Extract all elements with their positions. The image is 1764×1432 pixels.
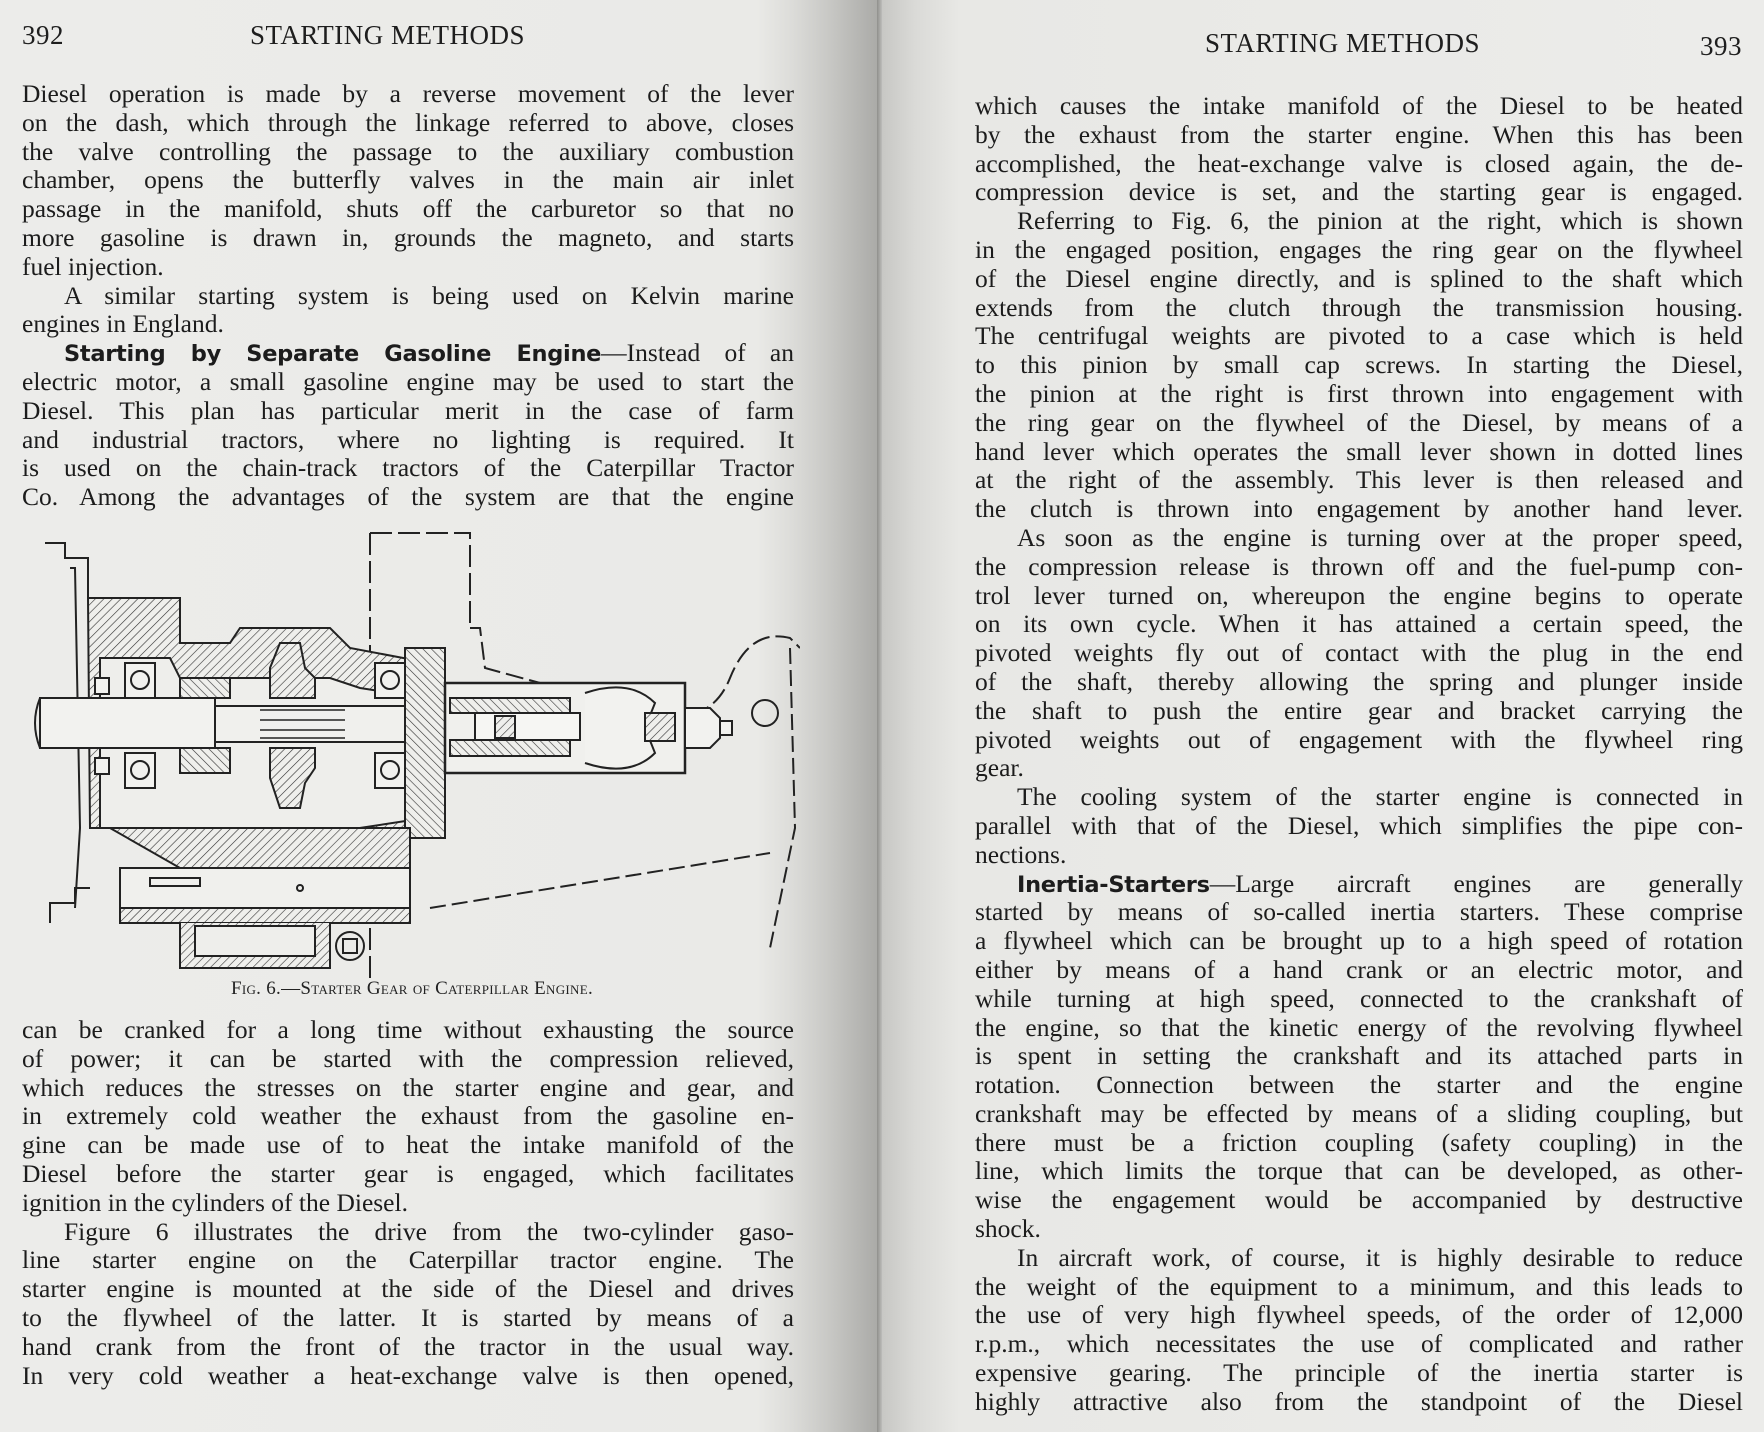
- text-line: in the engaged position, engages the ring gear on the flywheel: [975, 234, 1743, 264]
- text-line: passage in the manifold, shuts off the carburetor so that no: [22, 194, 794, 224]
- left-body-bottom: [22, 1016, 794, 1390]
- text-line: highly attractive also from the standpoint of the Diesel: [975, 1386, 1743, 1416]
- text-line: fuel injection.: [22, 251, 164, 281]
- text-line: either by means of a hand crank or an electric motor, and: [975, 954, 1743, 984]
- left-body-top: [22, 80, 794, 512]
- text-line: starter engine is mounted at the side of the Diesel and drives: [22, 1274, 794, 1304]
- text-line: there must be a friction coupling (safety coupling) in the: [975, 1127, 1743, 1157]
- text-line: the valve controlling the passage to the auxiliary combustion: [22, 136, 794, 166]
- text-line: Diesel operation is made by a reverse movement of the lever: [22, 79, 794, 108]
- text-line: hand lever which operates the small lever shown in dotted lines: [975, 436, 1743, 466]
- text-line: while turning at high speed, connected to the crankshaft of: [975, 983, 1743, 1013]
- text-line: r.p.m., which necessitates the use of complicated and rather: [975, 1329, 1743, 1359]
- text-line: the use of very high flywheel speeds, of the order of 12,000: [975, 1300, 1743, 1330]
- text-line: engines in England.: [22, 309, 224, 339]
- text-line: pivoted weights fly out of contact with the plug in the end: [975, 638, 1743, 668]
- text-line: The centrifugal weights are pivoted to a case which is held: [975, 321, 1743, 351]
- right-running-head: STARTING METHODS: [1205, 28, 1480, 58]
- text-line: at the right of the assembly. This lever is then released and: [975, 465, 1743, 495]
- text-line: electric motor, a small gasoline engine may be used to start the: [22, 366, 794, 396]
- text-line: the shaft to push the entire gear and bracket carrying the: [975, 695, 1743, 725]
- text-line: expensive gearing. The principle of the inertia starter is: [975, 1358, 1743, 1388]
- text-line: Figure 6 illustrates the drive from the two-cylinder gaso-: [64, 1216, 794, 1246]
- figure-caption-text: Fig. 6.—Starter Gear of Caterpillar Engine.: [230, 978, 594, 999]
- right-body: [975, 92, 1743, 1417]
- text-line: more gasoline is drawn in, grounds the magneto, and starts: [22, 222, 794, 252]
- book-spine: [877, 0, 882, 1432]
- text-line: crankshaft may be effected by means of a sliding coupling, but: [975, 1098, 1743, 1128]
- text-line: started by means of so-called inertia starters. These comprise: [975, 897, 1743, 927]
- left-running-head: STARTING METHODS: [250, 20, 525, 50]
- text-run: —Large aircraft engines are generally: [1209, 868, 1743, 898]
- text-line: In very cold weather a heat-exchange valve is then opened,: [22, 1360, 794, 1390]
- text-line: chamber, opens the butterfly valves in the main air inlet: [22, 165, 794, 195]
- text-line: a flywheel which can be brought up to a high speed of rotation: [975, 926, 1743, 956]
- text-line: Co. Among the advantages of the system are that the engine: [22, 482, 794, 512]
- text-line: the ring gear on the flywheel of the Diesel, by means of a: [975, 407, 1743, 437]
- text-line: extends from the clutch through the transmission housing.: [975, 292, 1743, 322]
- text-line: in extremely cold weather the exhaust from the gasoline en-: [22, 1101, 794, 1131]
- text-line: the compression release is thrown off and the fuel-pump con-: [975, 551, 1743, 581]
- text-line: A similar starting system is being used on Kelvin marine: [64, 280, 794, 310]
- text-line: ignition in the cylinders of the Diesel.: [22, 1187, 408, 1217]
- section-line: [975, 870, 1743, 899]
- text-line: by the exhaust from the starter engine. When this has been: [975, 119, 1743, 149]
- text-line: Diesel before the starter gear is engaged, which facilitates: [22, 1158, 794, 1188]
- text-line: parallel with that of the Diesel, which simplifies the pipe con-: [975, 810, 1743, 840]
- text-line: to this pinion by small cap screws. In starting the Diesel,: [975, 350, 1743, 380]
- text-line: trol lever turned on, whereupon the engine begins to operate: [975, 580, 1743, 610]
- text-line: hand crank from the front of the tractor in the usual way.: [22, 1331, 794, 1361]
- text-line: line starter engine on the Caterpillar tractor engine. The: [22, 1245, 794, 1275]
- text-line: line, which limits the torque that can be developed, as other-: [975, 1156, 1743, 1186]
- text-line: the clutch is thrown into engagement by another hand lever.: [975, 494, 1743, 524]
- text-line: Referring to Fig. 6, the pinion at the right, which is shown: [1017, 206, 1743, 236]
- text-line: the weight of the equipment to a minimum, and this leads to: [975, 1271, 1743, 1301]
- text-line: of the Diesel engine directly, and is splined to the shaft which: [975, 263, 1743, 293]
- text-line: shock.: [975, 1214, 1041, 1244]
- text-line: to the flywheel of the latter. It is started by means of a: [22, 1302, 794, 1332]
- figure-caption: [22, 978, 802, 1000]
- text-line: As soon as the engine is turning over at the proper speed,: [1017, 522, 1743, 552]
- text-line: is used on the chain-track tractors of the Caterpillar Tractor: [22, 453, 794, 483]
- text-line: and industrial tractors, where no lighting is required. It: [22, 424, 794, 454]
- text-line: on its own cycle. When it has attained a certain speed, the: [975, 609, 1743, 639]
- text-line: accomplished, the heat-exchange valve is closed again, the de-: [975, 148, 1743, 178]
- text-line: which causes the intake manifold of the Diesel to be heated: [975, 91, 1743, 120]
- text-line: the pinion at the right is first thrown into engagement with: [975, 378, 1743, 408]
- text-line: Diesel. This plan has particular merit in the case of farm: [22, 395, 794, 425]
- text-run: —Instead of an: [601, 338, 794, 368]
- text-line: on the dash, which through the linkage referred to above, closes: [22, 107, 794, 137]
- text-line: of power; it can be started with the compression relieved,: [22, 1043, 794, 1073]
- section-line: [22, 339, 794, 368]
- text-line: the engine, so that the kinetic energy of the revolving flywheel: [975, 1012, 1743, 1042]
- text-line: compression device is set, and the starting gear is engaged.: [975, 177, 1743, 207]
- text-line: wise the engagement would be accompanied by destructive: [975, 1185, 1743, 1215]
- right-page-number: 393: [1700, 31, 1742, 61]
- text-line: is spent in setting the crankshaft and its attached parts in: [975, 1041, 1743, 1071]
- text-line: The cooling system of the starter engine is connected in: [1017, 782, 1743, 812]
- text-line: gine can be made use of to heat the intake manifold of the: [22, 1130, 794, 1160]
- text-line: of the shaft, thereby allowing the spring and plunger inside: [975, 666, 1743, 696]
- section-heading: Inertia-Starters: [1017, 871, 1210, 898]
- text-line: gear.: [975, 753, 1024, 783]
- starter-gear-diagram: [30, 528, 800, 978]
- text-line: can be cranked for a long time without exhausting the source: [22, 1015, 794, 1044]
- text-line: nections.: [975, 839, 1067, 869]
- text-line: rotation. Connection between the starter and the engine: [975, 1070, 1743, 1100]
- text-line: In aircraft work, of course, it is highly desirable to reduce: [1017, 1242, 1743, 1272]
- section-heading: Starting by Separate Gasoline Engine: [64, 341, 602, 368]
- left-page-number: 392: [22, 20, 64, 50]
- text-line: pivoted weights out of engagement with the flywheel ring: [975, 724, 1743, 754]
- text-line: which reduces the stresses on the starter engine and gear, and: [22, 1072, 794, 1102]
- figure-starter-gear-drawing: [30, 528, 800, 978]
